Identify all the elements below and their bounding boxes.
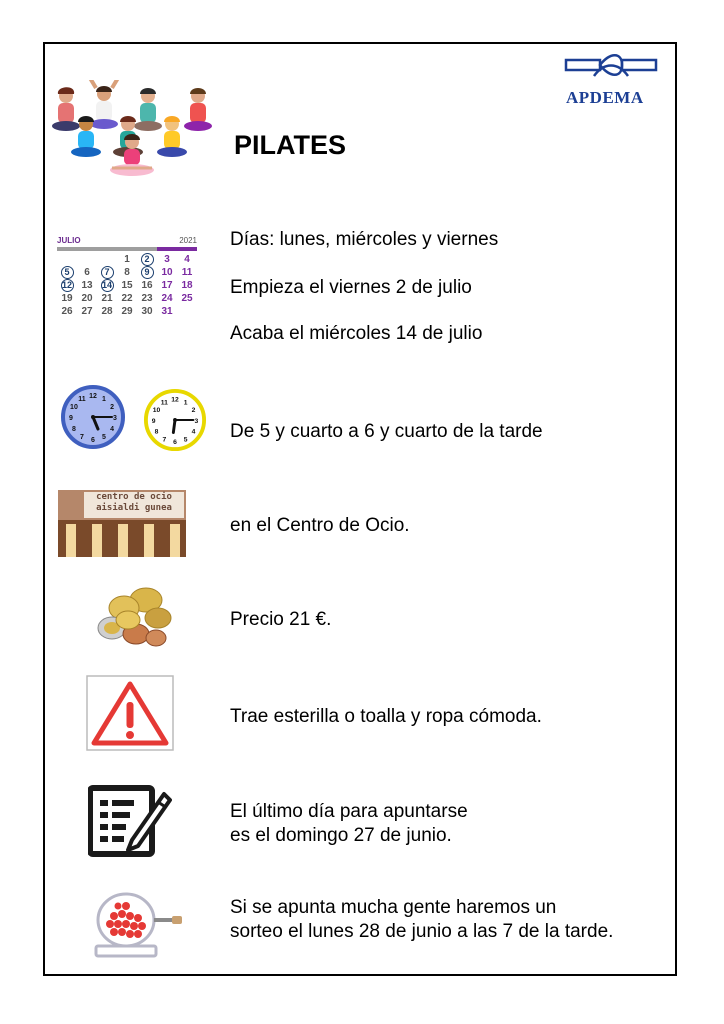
form-writing-icon — [88, 784, 172, 858]
calendar-day: 1 — [124, 254, 130, 265]
clock-number: 4 — [110, 426, 115, 433]
calendar-day: 23 — [141, 293, 153, 304]
calendar-day: 29 — [121, 306, 133, 317]
sorteo-line-1: Si se apunta mucha gente haremos un — [230, 897, 557, 918]
clock-number: 5 — [102, 434, 106, 442]
sorteo-line-2: sorteo el lunes 28 de junio a las 7 de la tarde. — [230, 921, 614, 942]
clock-blue-icon — [60, 384, 126, 450]
clock-number: 8 — [154, 428, 159, 436]
coins-icon — [94, 584, 176, 650]
calendar-day: 15 — [121, 280, 133, 291]
calendar-day: 8 — [124, 267, 130, 278]
calendar-day: 10 — [161, 267, 173, 278]
calendar-day: 30 — [141, 306, 153, 317]
page-title: PILATES — [234, 130, 347, 160]
apdema-logo-text: APDEMA — [566, 88, 644, 107]
empieza-text: Empieza el viernes 2 de julio — [230, 277, 472, 298]
calendar-day: 26 — [61, 306, 73, 317]
calendar-day: 28 — [101, 306, 113, 317]
calendar-day: 17 — [161, 280, 173, 291]
clock-number: 12 — [89, 393, 97, 400]
calendar-day: 16 — [141, 280, 153, 291]
calendar-day: 31 — [161, 306, 173, 317]
apuntarse-line-1: El último día para apuntarse — [230, 801, 468, 822]
calendar-day: 5 — [57, 267, 77, 279]
clock-center — [173, 418, 177, 422]
sign-line-2: aisialdi gunea — [96, 503, 172, 513]
clock-number: 12 — [171, 396, 179, 404]
clock-number: 11 — [160, 399, 168, 407]
calendar-day: 2 — [137, 254, 157, 266]
calendar-day: 25 — [181, 293, 193, 304]
clock-number: 4 — [191, 428, 196, 436]
apdema-logo-icon — [564, 52, 658, 86]
calendar-day: 27 — [81, 306, 93, 317]
calendar-year: 2021 — [179, 236, 197, 245]
yoga-group-icon — [52, 80, 214, 182]
calendar-day: 7 — [97, 267, 117, 279]
calendar-day: 4 — [184, 254, 190, 265]
calendar-day: 24 — [161, 293, 173, 304]
calendar-weekday-bar — [57, 247, 197, 251]
clock-number: 9 — [151, 417, 156, 425]
calendar-day: 14 — [101, 280, 112, 290]
centro-de-ocio-sign — [84, 492, 184, 518]
dias-text: Días: lunes, miércoles y viernes — [230, 229, 499, 250]
calendar-header — [57, 236, 197, 245]
clock-number: 1 — [102, 395, 106, 403]
acaba-text: Acaba el miércoles 14 de julio — [230, 323, 483, 344]
clock-number: 8 — [71, 426, 76, 433]
warning-icon — [86, 675, 174, 751]
clock-center — [91, 415, 95, 419]
calendar-day: 12 — [61, 280, 72, 290]
clock-number: 5 — [183, 436, 188, 444]
sign-line-1: centro de ocio — [96, 492, 172, 502]
clock-number: 10 — [152, 407, 161, 415]
calendar-day: 21 — [101, 293, 113, 304]
clock-number: 3 — [113, 415, 117, 422]
calendar-day: 9 — [137, 267, 157, 279]
clock-number: 7 — [80, 434, 84, 442]
clock-number: 10 — [70, 404, 78, 411]
calendar-day: 13 — [81, 280, 93, 291]
clock-number: 2 — [110, 404, 115, 411]
precio-text: Precio 21 €. — [230, 609, 332, 630]
calendar-day: 20 — [81, 293, 93, 304]
clock-number: 6 — [173, 439, 177, 447]
clock-number: 6 — [91, 437, 95, 444]
clock-number: 7 — [162, 436, 167, 444]
calendar-day: 3 — [164, 254, 170, 265]
calendar-day: 19 — [61, 293, 73, 304]
lottery-drum-icon — [88, 886, 184, 960]
centro-de-ocio-photo — [58, 490, 186, 557]
calendar-day: 11 — [181, 267, 193, 278]
apuntarse-line-2: es el domingo 27 de junio. — [230, 825, 452, 846]
calendar-month: JULIO — [57, 236, 81, 245]
clock-number: 1 — [183, 399, 188, 407]
calendar-day: 6 — [84, 267, 90, 278]
clock-number: 9 — [69, 415, 73, 422]
traer-text: Trae esterilla o toalla y ropa cómoda. — [230, 706, 542, 727]
calendar-day: 18 — [181, 280, 193, 291]
calendar-day: 22 — [121, 293, 133, 304]
lugar-text: en el Centro de Ocio. — [230, 515, 410, 536]
horario-text: De 5 y cuarto a 6 y cuarto de la tarde — [230, 421, 543, 442]
calendar-july — [57, 236, 197, 322]
clock-number: 3 — [194, 417, 199, 425]
clock-yellow-icon — [143, 388, 207, 452]
clock-number: 2 — [191, 407, 196, 415]
clock-number: 11 — [78, 395, 86, 403]
